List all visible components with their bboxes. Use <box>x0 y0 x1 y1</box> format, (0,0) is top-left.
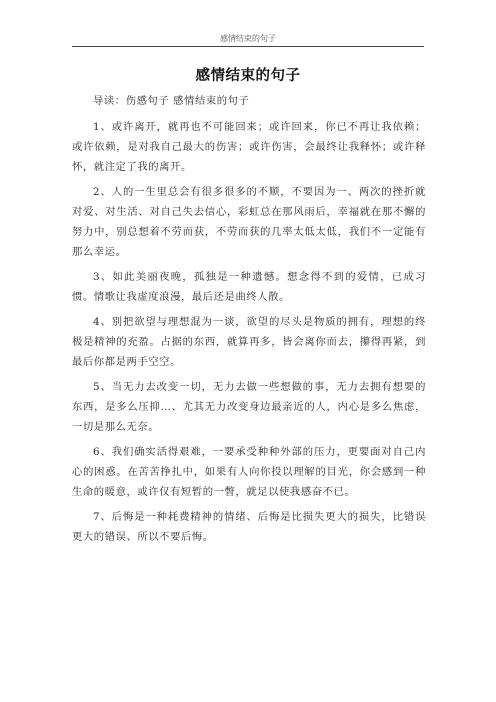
paragraph-1: 1、或许离开，就再也不可能回来；或许回来，你已不再让我依赖；或许依赖，是对我自己最大的伤害；或许伤害，会最终让我释怀；或许释怀，就注定了我的离开。 <box>72 121 426 173</box>
document-title: 感情结束的句子 <box>195 68 301 84</box>
paragraph-5: 5、当无力去改变一切，无力去做一些想做的事，无力去拥有想要的东西，是多么压抑…、尤其无力改变身边最亲近的人，内心是多么焦虑，一切是那么无奈。 <box>72 381 426 433</box>
paragraph-6: 6、我们确实活得艰难，一要承受种种外部的压力，更要面对自己内心的困惑。在苦苦挣扎中，如果有人向你投以理解的目光，你会感到一种生命的暖意，或许仅有短暂的一瞥，就足以使我感奋不已。 <box>72 446 426 498</box>
intro-line: 导读：伤感句子 感情结束的句子 <box>93 95 250 107</box>
paragraph-2: 2、人的一生里总会有很多很多的不顺，不要因为一、两次的挫折就对爱、对生活、对自己失去信心，彩虹总在那风雨后，幸福就在那不懈的努力中，别总想着不劳而获，不劳而获的几率太低太低，我们不一定能有那么幸运。 <box>72 186 426 258</box>
header-divider <box>72 46 424 47</box>
paragraph-3: 3、如此美丽夜晚，孤独是一种遗憾。想念得不到的爱情，已成习惯。情歌让我虚度浪漫，最后还是曲终人散。 <box>72 271 426 303</box>
running-header: 感情结束的句子 <box>220 34 276 43</box>
paragraph-7: 7、后悔是一种耗费精神的情绪、后悔是比损失更大的损失，比错误更大的错误、所以不要后悔。 <box>72 511 426 543</box>
paragraph-4: 4、别把欲望与理想混为一谈，欲望的尽头是物质的拥有，理想的终极是精神的充盈。占据的东西，就算再多，皆会离你而去，攥得再紧，到最后你都是两手空空。 <box>72 316 426 368</box>
document-body <box>72 91 426 552</box>
